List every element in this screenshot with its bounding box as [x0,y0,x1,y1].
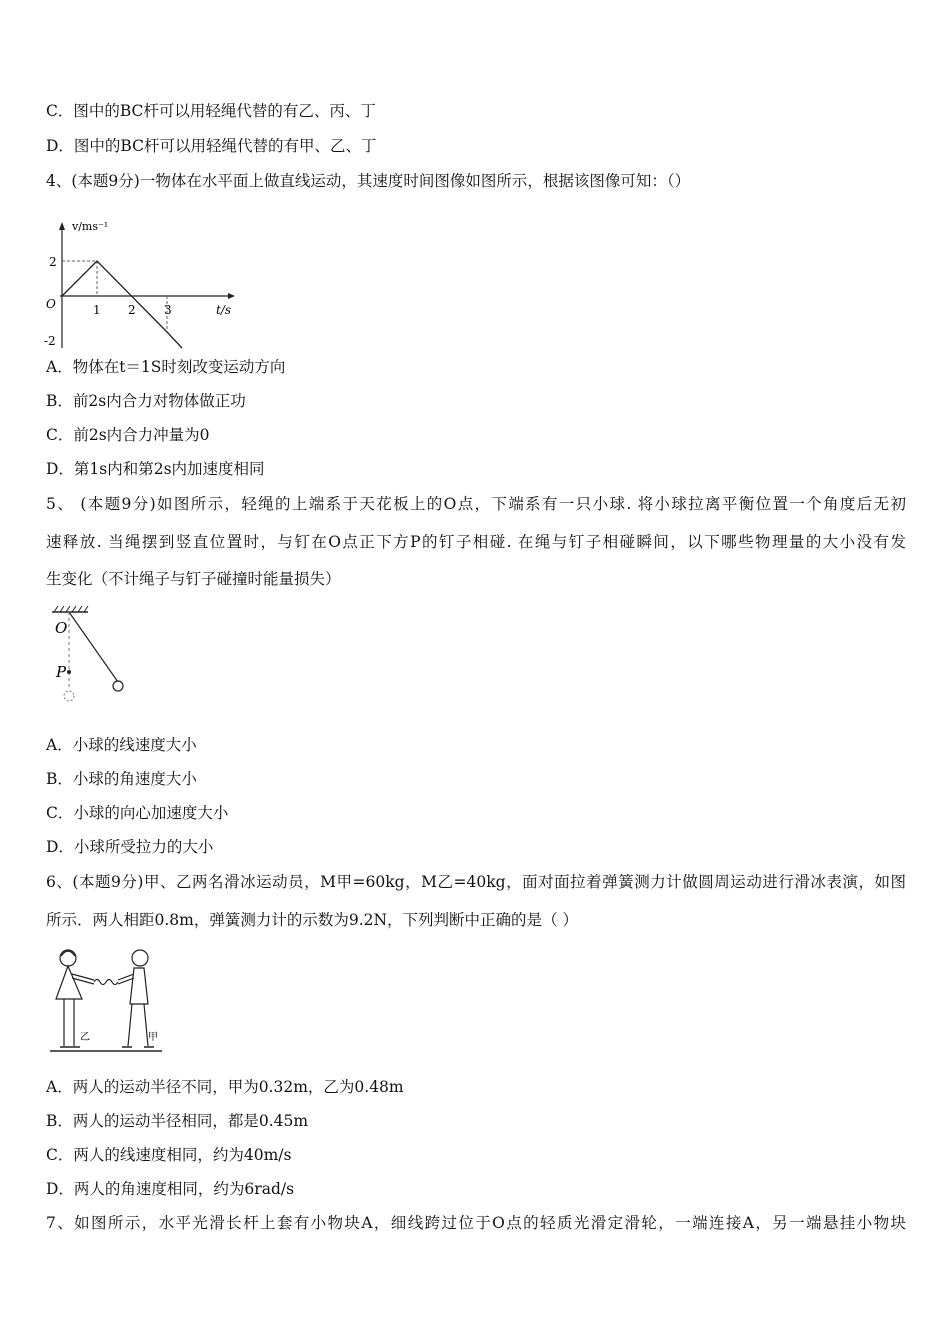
skaters-illustration [44,944,166,1056]
x-tick-3: 3 [164,303,172,317]
q5-stem-line1: 5、 (本题9分)如图所示，轻绳的上端系于天花板上的O点，下端系有一只小球. 将小球拉离平衡位置一个角度后无初 [46,495,906,513]
q5-option-a: A．小球的线速度大小 [46,736,197,754]
q5-option-d: D．小球所受拉力的大小 [46,838,214,856]
q4-option-d: D．第1s内和第2s内加速度相同 [46,460,265,478]
q5-option-b: B．小球的角速度大小 [46,770,197,788]
point-o-label: O [55,619,68,637]
q6-stem-line2: 所示．两人相距0.8m，弹簧测力计的示数为9.2N，下列判断中正确的是（ ） [46,911,578,929]
q6-option-a: A．两人的运动半径不同，甲为0.32m，乙为0.48m [46,1078,404,1096]
q5-option-c: C．小球的向心加速度大小 [46,804,229,822]
q4-option-a: A．物体在t＝1S时刻改变运动方向 [46,358,286,376]
q6-option-c: C．两人的线速度相同，约为40m/s [46,1146,292,1164]
q7-stem-line1: 7、如图所示，水平光滑长杆上套有小物块A，细线跨过位于O点的轻质光滑定滑轮，一端连接A，另一端悬挂小物块 [46,1214,906,1232]
q4-option-c: C．前2s内合力冲量为0 [46,426,210,444]
q3-option-d: D．图中的BC杆可以用轻绳代替的有甲、乙、丁 [46,137,377,155]
q5-stem-line3: 生变化（不计绳子与钉子碰撞时能量损失） [46,570,341,588]
pendulum-diagram [44,604,134,708]
skater-label-yi: 乙 [80,1032,90,1043]
point-p-label: P [56,663,67,681]
origin-label: O [46,297,56,311]
y-axis-label: v/ms⁻¹ [72,220,109,233]
q4-option-b: B．前2s内合力对物体做正功 [46,392,246,410]
q3-option-c: C．图中的BC杆可以用轻绳代替的有乙、丙、丁 [46,102,376,120]
q6-option-d: D．两人的角速度相同，约为6rad/s [46,1180,295,1198]
q6-stem-line1: 6、(本题9分)甲、乙两名滑冰运动员，M甲=60kg，M乙=40kg，面对面拉着弹簧测力计做圆周运动进行滑冰表演，如图 [46,873,906,891]
q5-stem-line2: 速释放. 当绳摆到竖直位置时，与钉在O点正下方P的钉子相碰. 在绳与钉子相碰瞬间，以下哪些物理量的大小没有发 [46,533,906,551]
x-tick-1: 1 [93,303,101,317]
q4-stem: 4、(本题9分)一物体在水平面上做直线运动，其速度时间图像如图所示，根据该图像可知：（） [46,172,691,190]
y-tick-2: 2 [49,255,57,269]
q6-option-b: B．两人的运动半径相同，都是0.45m [46,1112,309,1130]
skater-label-jia: 甲 [148,1032,158,1043]
x-axis-label: t/s [216,303,232,317]
x-tick-2: 2 [128,303,136,317]
velocity-time-graph [40,218,235,350]
y-tick-neg2: -2 [44,334,56,348]
